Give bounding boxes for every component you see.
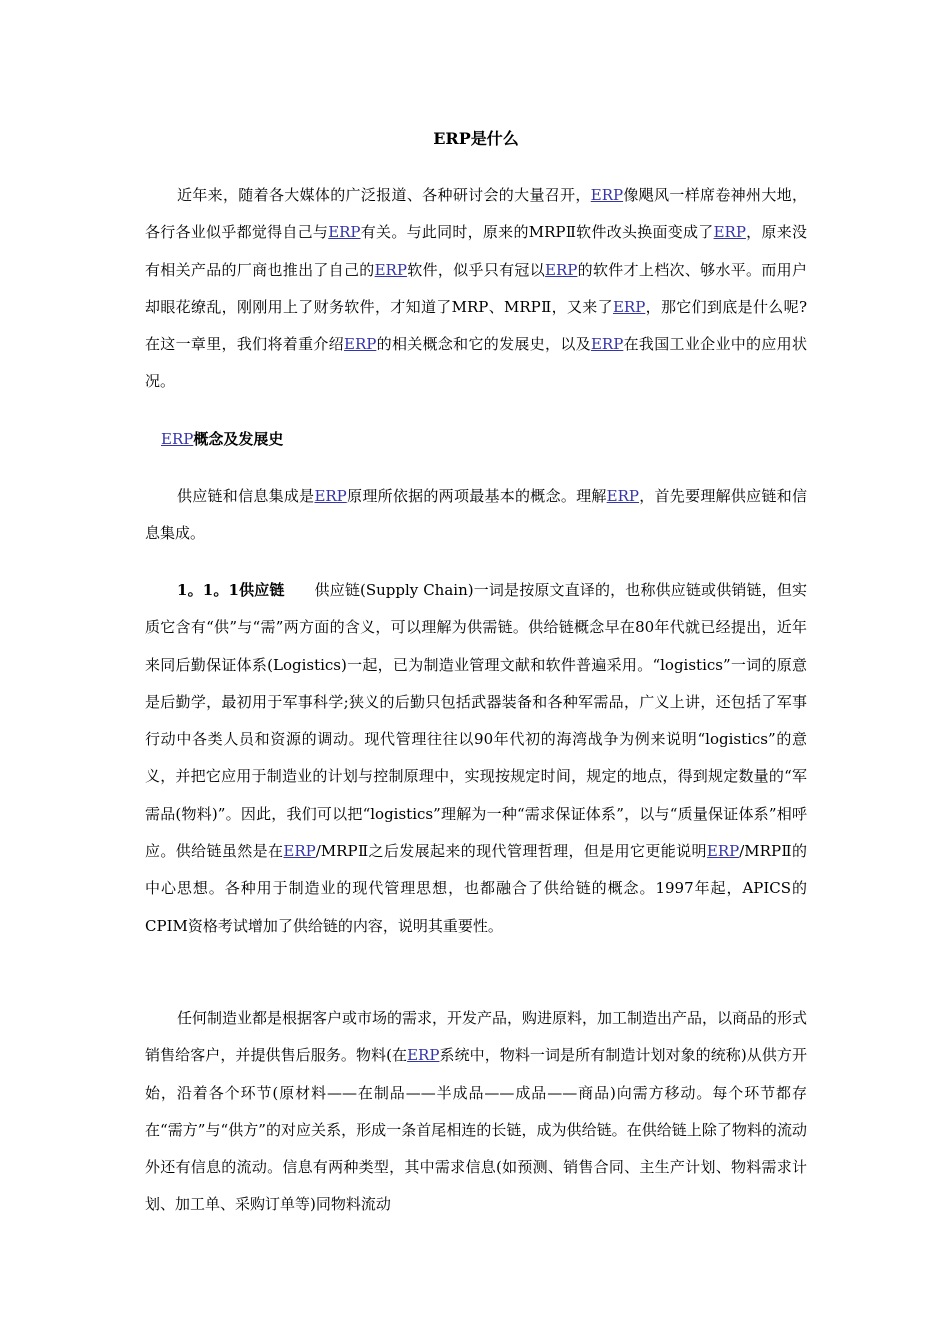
text-run: 近年来，随着各大媒体的广泛报道、各种研讨会的大量召开， xyxy=(177,186,591,204)
concept-paragraph xyxy=(145,478,807,553)
erp-link[interactable]: ERP xyxy=(545,260,578,279)
erp-link[interactable]: ERP xyxy=(590,186,624,204)
supply-chain-paragraph xyxy=(145,572,807,945)
text-run: 有关。与此同时，原来的MRPⅡ软件改头换面变成了 xyxy=(360,223,714,242)
text-run: ，原来没有相关产品的厂商也推出了自己的 xyxy=(145,223,807,279)
erp-link[interactable]: ERP xyxy=(590,335,624,354)
erp-link[interactable]: ERP xyxy=(612,297,646,316)
manufacturing-paragraph xyxy=(145,1000,807,1224)
erp-link[interactable]: ERP xyxy=(713,223,746,242)
subsection-heading: 1。1。1供应链 xyxy=(177,581,285,599)
erp-link[interactable]: ERP xyxy=(314,487,347,505)
text-run: 在我国工业企业中的应用状况。 xyxy=(145,335,807,391)
text-run: 的软件才上档次、够水平。而用户却眼花缭乱，刚刚用上了财务软件，才知道了MRP、MRPⅡ，又来了 xyxy=(145,260,807,316)
text-run: 供应链(Supply Chain)一词是按原文直译的，也称供应链或供销链，但实质它含有“供”与“需”两方面的含义，可以理解为供需链。供给链概念早在80年代就已经提出，近年来同后勤保证体系(Logistics)一起，已为制造业管理文献和软件普遍采用。“logistics”一词的原意是后勤学，最初用于军事科学;狭义的后勤只包括武器装备和各种军需品，广义上讲，还包括了军事行动中各类人员和资源的调动。现代管理往往以90年代初的海湾战争为例来说明“logistics”的意义，并把它应用于制造业的计划与控制原理中，实现按规定时间，规定的地点，得到规定数量的“军需品(物料)”。因此，我们可以把“logistics”理解为一种“需求保证体系”，以与“质量保证体系”相呼应。供给链虽然是在 xyxy=(145,581,807,861)
erp-link[interactable]: ERP xyxy=(328,223,361,242)
text-run: 供应链和信息集成是 xyxy=(177,487,315,505)
erp-link[interactable]: ERP xyxy=(606,487,639,505)
erp-link[interactable]: ERP xyxy=(407,1046,440,1065)
text-run: /MRPⅡ之后发展起来的现代管理哲理，但是用它更能说明 xyxy=(315,842,707,861)
section-heading xyxy=(161,427,283,451)
intro-paragraph xyxy=(145,177,807,401)
text-run: 任何制造业都是根据客户或市场的需求，开发产品，购进原料，加工制造出产品，以商品的形式销售给客户，并提供售后服务。物料(在 xyxy=(145,1009,808,1065)
text-run: 软件，似乎只有冠以 xyxy=(406,260,546,279)
page-title: ERP是什么 xyxy=(433,129,519,148)
text-run: 像飓风一样席卷神州大地，各行各业似乎都觉得自己与 xyxy=(145,186,807,242)
erp-link[interactable]: ERP xyxy=(706,842,740,861)
text-run: 系统中，物料一词是所有制造计划对象的统称)从供方开始，沿着各个环节(原材料——在制品——半成品——成品——商品)向需方移动。每个环节都存在“需方”与“供方”的对应关系，形成一条首尾相连的长链，成为供给链。在供给链上除了物料的流动外还有信息的流动。信息有两种类型，其中需求信息(如预测、销售合同、主生产计划、物料需求计划、加工单、采购订单等)同物料流动 xyxy=(145,1046,807,1214)
text-run: 原理所依据的两项最基本的概念。理解 xyxy=(346,487,607,505)
erp-link[interactable]: ERP xyxy=(374,260,407,279)
text-run: ，首先要理解供应链和信息集成。 xyxy=(145,487,807,543)
text-run: ，那它们到底是什么呢?在这一章里，我们将着重介绍 xyxy=(145,297,807,354)
erp-link[interactable]: ERP xyxy=(283,842,316,861)
erp-link[interactable]: ERP xyxy=(344,335,377,354)
text-run: /MRPⅡ的中心思想。各种用于制造业的现代管理思想，也都融合了供给链的概念。1997年起，APICS的CPIM资格考试增加了供给链的内容，说明其重要性。 xyxy=(145,842,807,935)
erp-link[interactable]: ERP xyxy=(161,430,194,448)
section-heading-text: 概念及发展史 xyxy=(193,430,284,448)
text-run: 的相关概念和它的发展史，以及 xyxy=(376,335,591,354)
